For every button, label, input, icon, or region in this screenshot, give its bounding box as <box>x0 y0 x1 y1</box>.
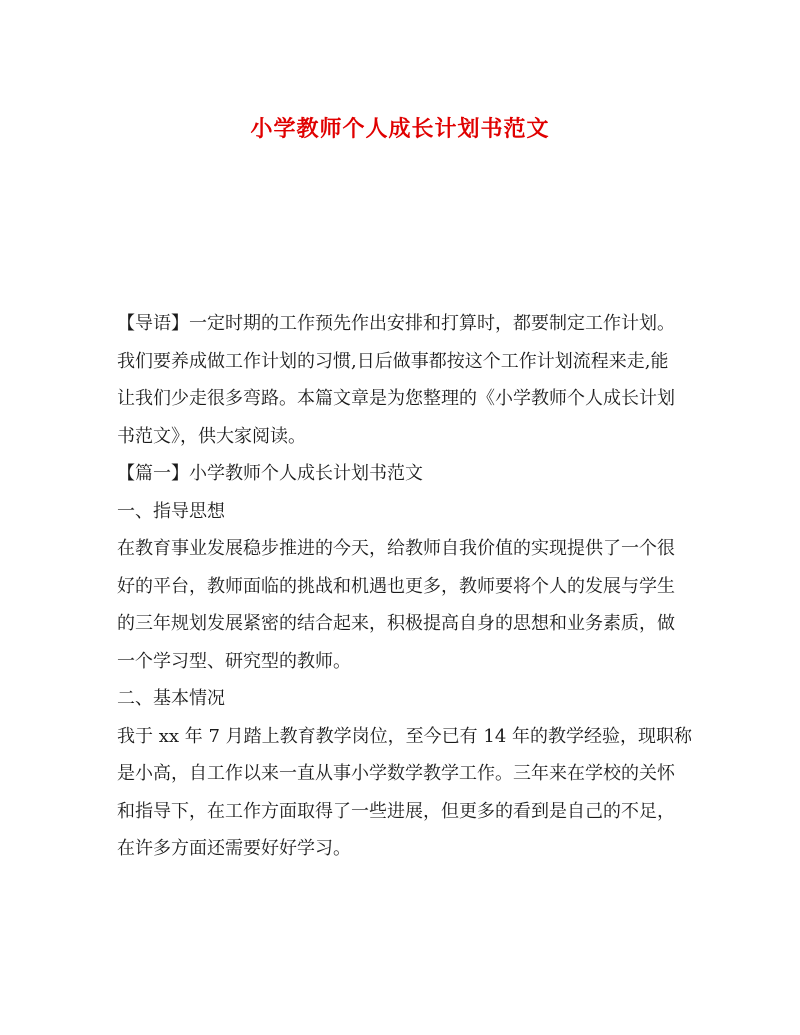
section-heading-part-one: 【篇一】小学教师个人成长计划书范文 <box>117 463 423 484</box>
intro-line-3: 让我们少走很多弯路。本篇文章是为您整理的《小学教师个人成长计划 <box>117 388 675 409</box>
intro-line-4: 书范文》，供大家阅读。 <box>117 425 306 447</box>
document-body <box>117 305 692 868</box>
guiding-line-3: 的三年规划发展紧密的结合起来，积极提高自身的思想和业务素质，做 <box>117 613 675 634</box>
subheading-basic-situation: 二、基本情况 <box>117 688 225 709</box>
guiding-line-1: 在教育事业发展稳步推进的今天，给教师自我价值的实现提供了一个很 <box>117 538 675 559</box>
basic-line-2: 是小高，自工作以来一直从事小学数学教学工作。三年来在学校的关怀 <box>117 763 675 784</box>
subheading-guiding-thought: 一、指导思想 <box>117 500 225 522</box>
basic-line-1: 我于 xx 年 7 月踏上教育教学岗位，至今已有 14 年的教学经验，现职称 <box>117 725 692 747</box>
intro-line-1: 【导语】一定时期的工作预先作出安排和打算时，都要制定工作计划。 <box>117 313 675 334</box>
guiding-line-4: 一个学习型、研究型的教师。 <box>117 650 351 672</box>
guiding-line-2: 好的平台，教师面临的挑战和机遇也更多，教师要将个人的发展与学生 <box>117 575 675 597</box>
intro-line-2: 我们要养成做工作计划的习惯,日后做事都按这个工作计划流程来走,能 <box>117 350 669 372</box>
basic-line-3: 和指导下，在工作方面取得了一些进展，但更多的看到是自己的不足， <box>117 800 675 822</box>
document-title: 小学教师个人成长计划书范文 <box>250 116 550 142</box>
basic-line-4: 在许多方面还需要好好学习。 <box>117 838 351 859</box>
